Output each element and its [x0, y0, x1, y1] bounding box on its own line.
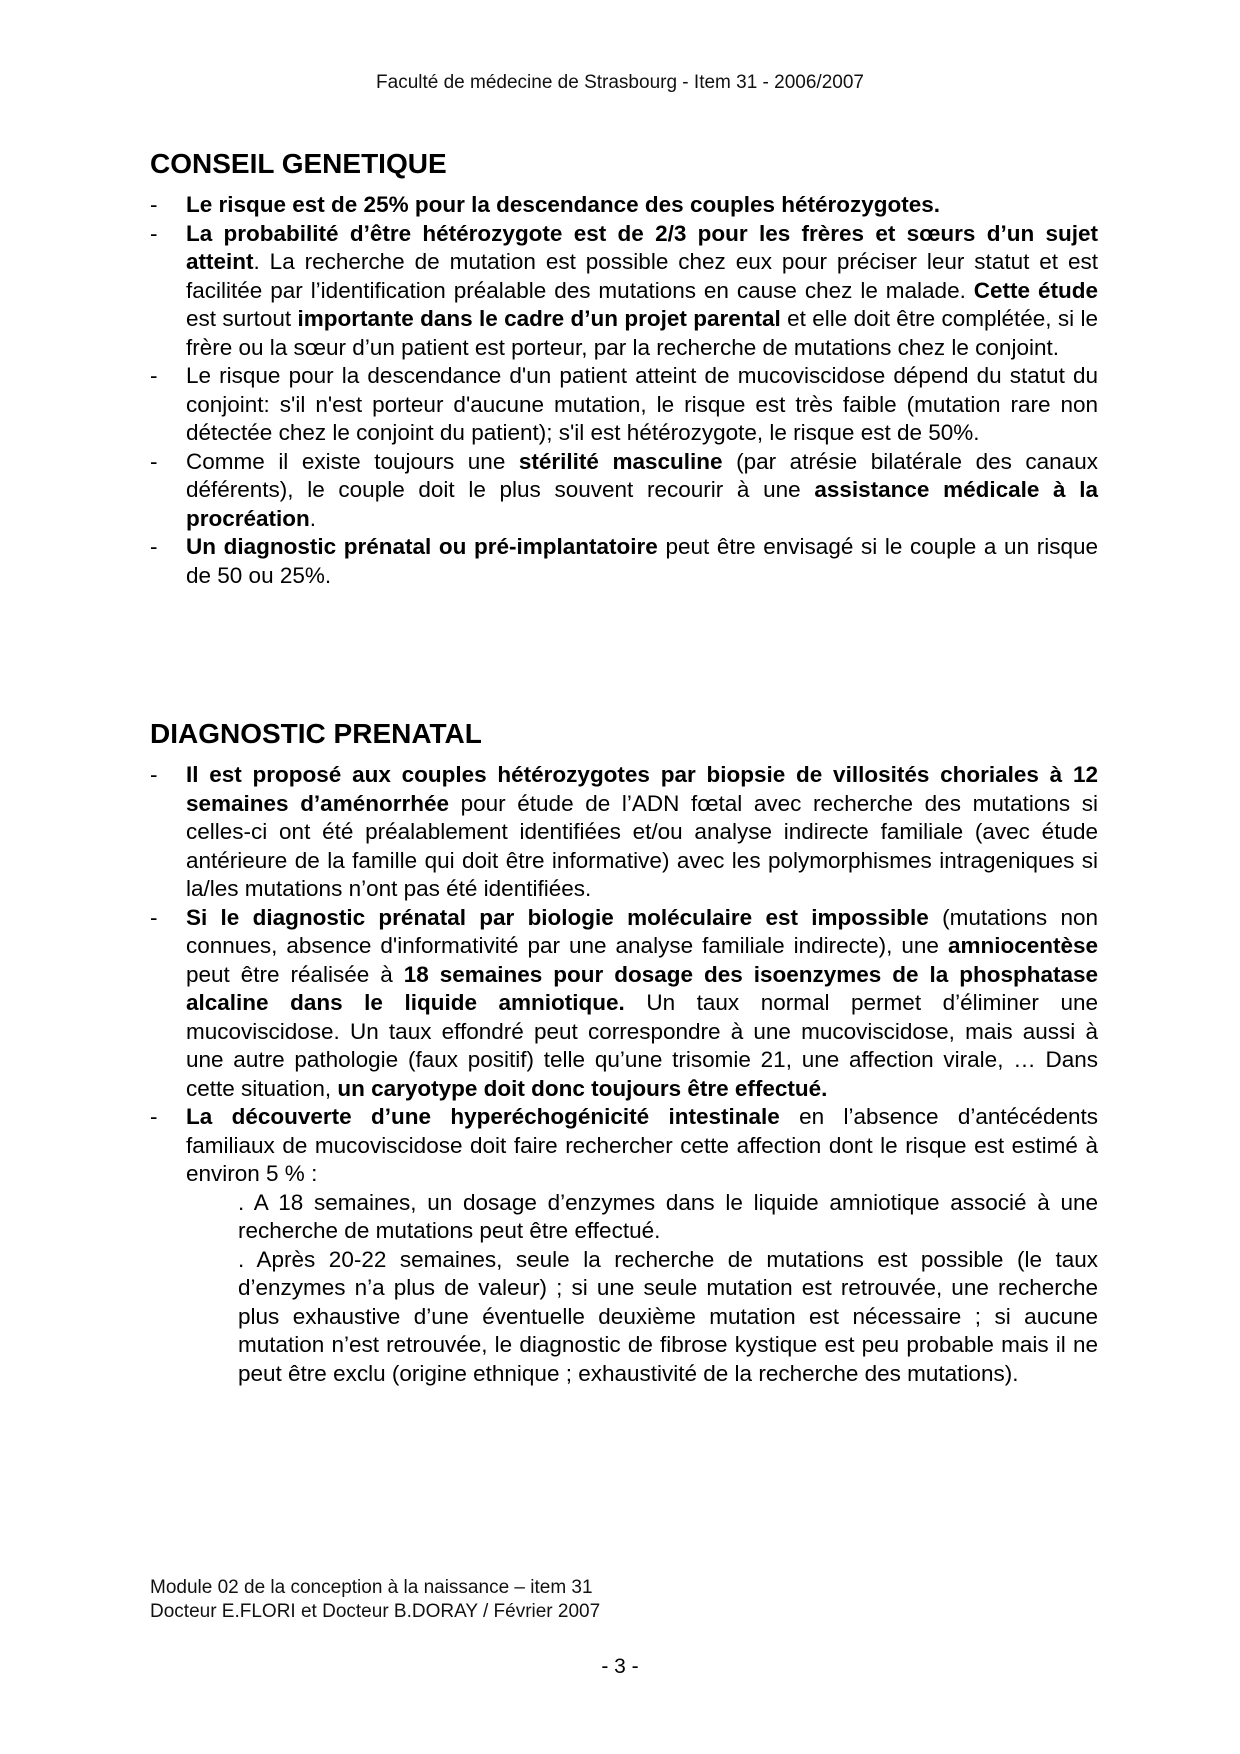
dash-marker: - [150, 534, 158, 559]
bold-text: importante dans le cadre d’un projet parental [297, 306, 781, 331]
section-diagnostic-prenatal [150, 717, 1098, 1388]
bold-text: un caryotype doit donc toujours être effectué. [337, 1075, 828, 1101]
running-header: Faculté de médecine de Strasbourg - Item 31 - 2006/2007 [376, 72, 864, 93]
list-item [150, 1103, 1098, 1388]
bold-text: Cette étude [973, 277, 1098, 303]
footer-line: Module 02 de la conception à la naissance – item 31 [150, 1577, 593, 1598]
body-text: . [309, 505, 317, 531]
body-text: (par atrésie bilatérale des canaux déférents), le couple doit le plus souvent recourir à une [186, 448, 1098, 502]
list-item [150, 761, 1098, 904]
bold-text: 18 semaines pour dosage des isoenzymes de la phosphatase alcaline dans le liquide amniotique. [186, 961, 1098, 1015]
footer-line: Docteur E.FLORI et Docteur B.DORAY / Février 2007 [150, 1601, 601, 1622]
dash-marker: - [150, 1104, 158, 1129]
list-item [150, 533, 1098, 590]
bold-text: Le risque est de 25% pour la descendance des couples hétérozygotes. [186, 192, 941, 217]
dash-marker: - [150, 363, 158, 388]
body-text: est surtout [186, 306, 298, 331]
bold-text: amniocentèse [947, 933, 1098, 958]
dash-marker: - [150, 904, 158, 930]
bullet-list [150, 761, 1098, 1388]
body-text: Le risque pour la descendance d'un patient atteint de mucoviscidose dépend du statut du conjoint: s'il n'est porteur d'aucune mutation, le risque est très faible (mutation rare non détectée chez le conjoint du patient); s'il est hétérozygote, le risque est de 50%. [186, 363, 1098, 445]
body-text: Un taux normal permet d’éliminer une mucoviscidose. Un taux effondré peut correspondre à une mucoviscidose, mais aussi à une autre pathologie (faux positif) telle qu’une trisomie 21, une affection virale, … Dans cette situation, [186, 990, 1098, 1101]
body-text: Comme il existe toujours une [186, 448, 519, 474]
bold-text: Un diagnostic prénatal ou pré-implantatoire [186, 534, 658, 559]
dash-marker: - [150, 192, 158, 217]
bold-text: La découverte d’une hyperéchogénicité intestinale [186, 1104, 780, 1129]
body-text: et elle doit être complétée, si le frère ou la sœur d’un patient est porteur, par la recherche de mutations chez le conjoint. [186, 306, 1098, 360]
page-number: - 3 - [601, 1655, 639, 1678]
body-text: (mutations non connues, absence d'informativité par une analyse familiale indirecte), une [186, 904, 1098, 958]
bold-text: assistance médicale à la procréation [186, 477, 1099, 531]
body-text: peut être réalisée à [186, 961, 404, 987]
bold-text: stérilité masculine [518, 448, 723, 474]
sub-item: . A 18 semaines, un dosage d’enzymes dans le liquide amniotique associé à une recherche de mutations peut être effectué. [238, 1189, 1098, 1243]
body-text: pour étude de l’ADN fœtal avec recherche des mutations si celles-ci ont été préalablement identifiées et/ou analyse indirecte familiale (avec étude antérieure de la famille qui doit être informative) avec les polymorphismes intrageniques si la/les mutations n’ont pas été identifiées. [186, 790, 1098, 901]
list-item [150, 904, 1098, 1104]
body-text: peut être envisagé si le couple a un risque de 50 ou 25%. [186, 534, 1098, 588]
list-item [150, 191, 1098, 220]
section-title: DIAGNOSTIC PRENATAL [150, 718, 482, 749]
list-item [150, 220, 1098, 363]
sub-list [186, 1189, 1098, 1389]
bullet-list [150, 191, 1098, 590]
bold-text: Il est proposé aux couples hétérozygotes par biopsie de villosités choriales à 12 semaines d’aménorrhée [186, 762, 1098, 816]
dash-marker: - [150, 448, 158, 474]
bold-text: La probabilité d’être hétérozygote est de 2/3 pour les frères et sœurs d’un sujet atteint [186, 220, 1098, 274]
bold-text: Si le diagnostic prénatal par biologie moléculaire est impossible [186, 904, 929, 930]
dash-marker: - [150, 762, 158, 787]
list-item [150, 448, 1098, 534]
body-text: . La recherche de mutation est possible chez eux pour préciser leur statut et est facilitée par l’identification préalable des mutations en cause chez le malade. [186, 249, 1098, 303]
dash-marker: - [150, 220, 158, 246]
footer [150, 1576, 600, 1624]
list-item [150, 362, 1098, 448]
body-text: en l’absence d’antécédents familiaux de mucoviscidose doit faire rechercher cette affection dont le risque est estimé à environ 5 % : [186, 1104, 1098, 1186]
sub-item: . Après 20-22 semaines, seule la recherche de mutations est possible (le taux d’enzymes n’a plus de valeur) ; si une seule mutation est retrouvée, une recherche plus exhaustive d’une éventuelle deuxième mutation est nécessaire ; si aucune mutation n’est retrouvée, le diagnostic de fibrose kystique est peu probable mais il ne peut être exclu (origine ethnique ; exhaustivité de la recherche des mutations). [238, 1246, 1098, 1386]
section-title: CONSEIL GENETIQUE [150, 148, 447, 179]
section-conseil-genetique [150, 147, 1098, 590]
